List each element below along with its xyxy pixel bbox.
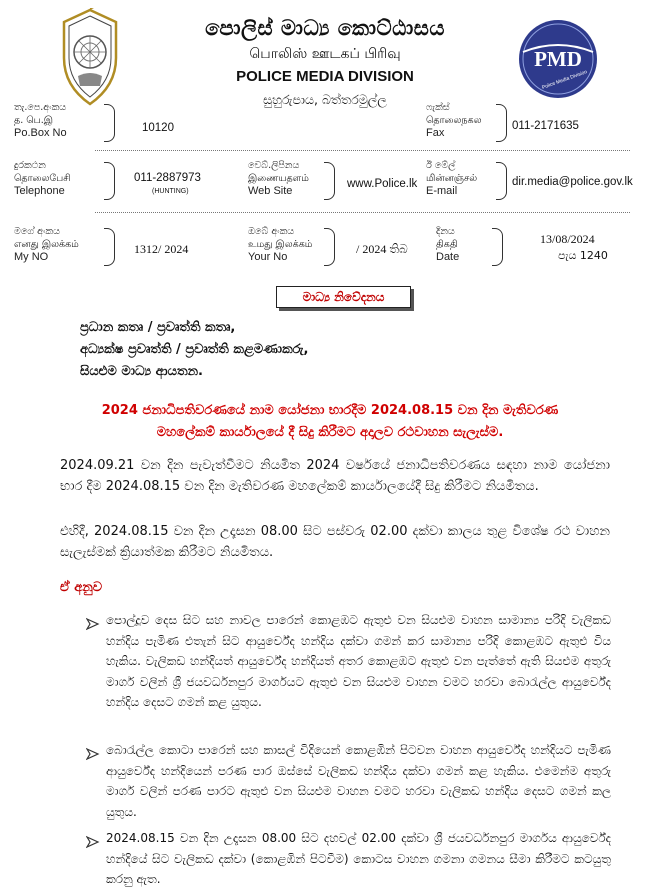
separator-1 [95,150,630,151]
addressee-line: සියළුම මාධ්‍ය ආයතන. [80,364,203,379]
pmd-logo-subtext: Police Media Division [541,69,589,92]
website-value[interactable]: www.Police.lk [347,178,418,190]
bullet-item: බොරැල්ල කොටා පාරෙන් සහ කාසල් විදියෙන් කොළඹින් පිටවන වාහන ආයුර්වේද හන්දියට පැමිණ ආයුර්වේද හන්දියෙන් පරණ පාර ඔස්සේ වැලිකඩ හන්දිය දක්වා ගමන් කළ හැකිය. එමෙන්ම අතුරු මාර්ග වලින් පරණ පාරට ඇතුළු වන සියළුම වාහන වමට හරවා වැලිකඩ හන්දිය දෙසට ගමන් කල යුතුය. [106,743,611,819]
subject-line: 2024 ජනාධිපතිවරණයේ නාම යෝජනා භාරදීම 2024.08.15 වන දින මැතිවරණ [101,403,559,418]
fax-label: ෆැක්ස් தொலைநகல Fax [426,102,482,139]
time-value: පැය 1240 [558,249,608,262]
accordingly-heading: ඒ අනුව [60,580,103,595]
arrow-bullet-icon [86,746,100,760]
website-brace [324,162,335,200]
body-paragraph: එහිදී, 2024.08.15 වන දින උදෑසන 08.00 සිට පස්වරු 02.00 දක්වා කාලය තුළ විශේෂ රථ වාහන සැලැස්මක් ක්‍රියාත්මක කිරීමට නියමිතය. [60,524,610,560]
telephone-value: 011-2887973 [134,172,201,184]
your-no-value: / 2024 තිබ [356,242,408,256]
bullet-item: 2024.08.15 වන දින උදෑසන 08.00 සිට දහවල් 02.00 දක්වා ශ්‍රී ජයවර්ධනපුර මාර්ගය ආයුර්වේද හන්දියේ සිට වැලිකඩ දක්වා (කොළඹින් පිටවීම) කොටස වාහන ගමනා ගමනය සීමා කිරීමට කටයුතු කරනු ඇත. [106,831,611,886]
body-paragraph: 2024.09.21 වන දින පැවැත්වීමට නියමිත 2024 වර්ෂයේ ජනාධිපතිවරණය සඳහා නාම යෝජනා භාර දීම 2024.08.15 වන දින මැතිවරණ මහලේකම් කාර්යාලයේදී සිදු කිරීමට නියමිතය. [60,458,610,494]
arrow-bullet-icon [86,616,100,630]
english-title: POLICE MEDIA DIVISION [236,68,414,85]
pobox-value: 10120 [142,122,174,134]
your-no-brace [324,228,335,266]
pmd-logo-text: PMD [534,47,582,71]
my-no-value: 1312/ 2024 [134,242,189,256]
pobox-brace [104,104,115,142]
date-label: දිනය திகதி Date [436,226,460,263]
my-no-brace [104,228,115,266]
date-brace [492,228,503,266]
telephone-label: දුරකථන தொலைபேசி Telephone [14,160,71,197]
separator-2 [95,212,630,213]
notice-label-box: මාධ්‍ය නිවේදනය [276,286,411,308]
telephone-brace [104,162,115,200]
arrow-bullet-icon [86,834,100,848]
email-value[interactable]: dir.media@police.gov.lk [512,176,633,188]
email-label: ඊ මේල් மின்னஞ்சல் E-mail [426,160,478,197]
telephone-note: (HUNTING) [152,188,189,195]
your-no-label: ඔබේ අංකය உமது இலக்கம் Your No [248,226,313,263]
pobox-label: තැ.පෙ.අංකය த. பெ.இ Po.Box No [14,102,67,139]
my-no-label: මගේ අංකය எனது இலக்கம் My NO [14,226,79,263]
sinhala-title: පොලිස් මාධ්‍ය කොට්ඨාසය [205,16,445,40]
email-brace [496,162,507,200]
fax-value: 011-2171635 [512,120,579,132]
location-text: සුහුරුපාය, බත්තරමුල්ල [263,92,387,107]
date-value: 13/08/2024 [540,232,595,246]
bullet-item: පොල්දූව දෙස සිට සහ නාවල පාරෙන් කොළඹට ඇතුළු වන සියළුම වාහන සාමාන්‍ය පරිදි වැලිකඩ හන්දිය පැමිණ එතැන් සිට ආයුර්වේද හන්දිය දක්වා ගමන් කර සාමාන්‍ය පරිදි කොළඹට ඇතුළු විය හැකිය. වැලිකඩ හන්දියත් ආයුර්වේද හන්දියත් අතර කොළඹට ඇතුළු වන පැත්තේ ඇති සියළුම අතුරු මාර්ග වලින් ශ්‍රී ජයවර්ධනපුර මාර්ගයට ඇතුළු වන සියළුම වාහන වමට හරවා බොරැල්ල ආයුර්වේද හන්දිය දෙසට ගමන් කළ යුතුය. [106,613,611,709]
addressee-line: ප්‍රධාන කතෘ / ප්‍රවෘත්ති කතෘ, [80,320,236,335]
addressee-line: අධ්‍යක්ෂ ප්‍රවෘත්ති / ප්‍රවෘත්ති කළමණාකරු, [80,342,309,357]
tamil-title: பொலிஸ் ஊடகப் பிரிவு [249,46,401,62]
subject-line: මහලේකම් කාර්යාලයේ දී සිදු කිරීමට අදාලව රථවාහන සැලැස්ම. [156,425,504,440]
website-label: වෙබ්.ලිපිනය இணையதளம் Web Site [248,160,309,197]
fax-brace [496,104,507,142]
